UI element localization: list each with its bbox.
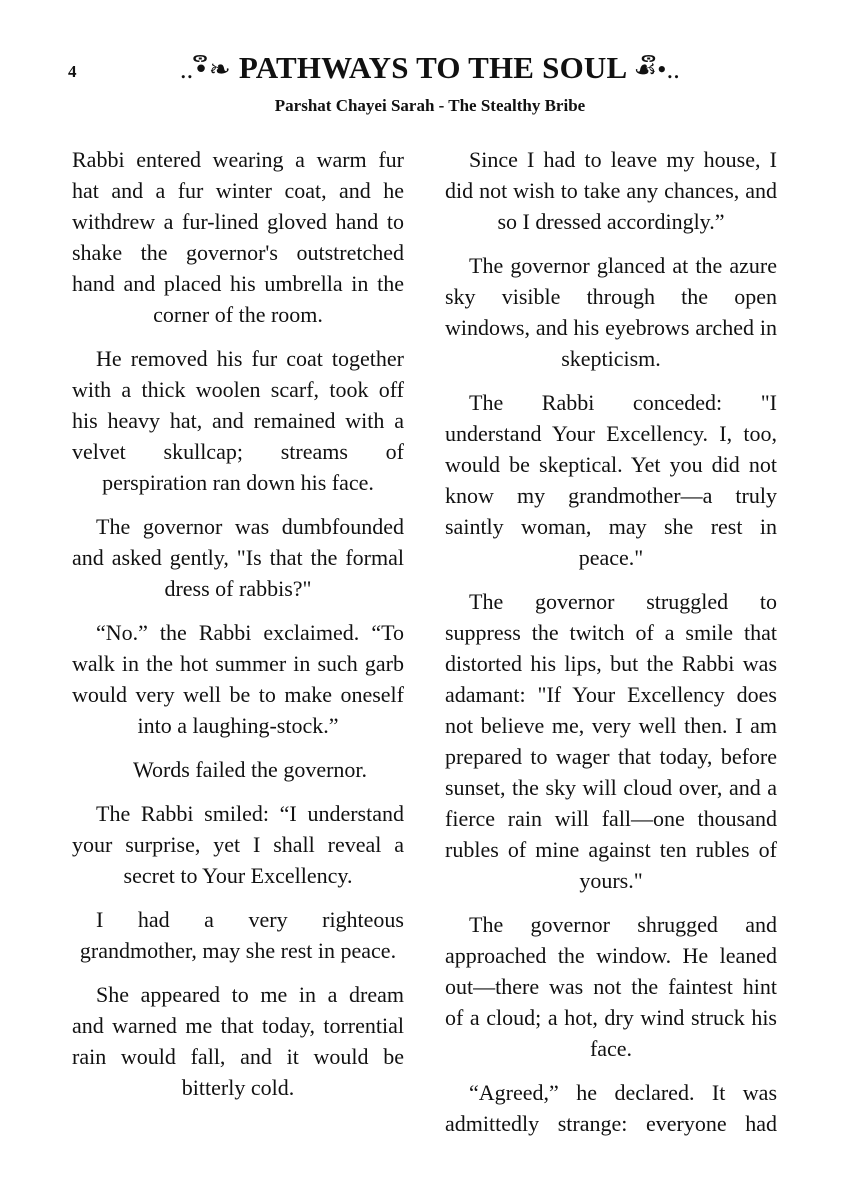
paragraph: She appeared to me in a dream and warned me that today, torrential rain would fall, and it would be bitterly cold. xyxy=(72,982,404,1100)
paragraph: Words failed the governor. xyxy=(132,757,368,782)
page-number: 4 xyxy=(68,62,77,81)
paragraph: I had a very righteous grandmother, may she rest in peace. xyxy=(79,907,404,963)
paragraph: The governor was dumbfounded and asked gently, "Is that the formal dress of rabbis?" xyxy=(72,514,404,601)
chapter-subtitle: Parshat Chayei Sarah - The Stealthy Bribe xyxy=(274,96,586,115)
running-title xyxy=(0,50,846,86)
paragraph: “No.” the Rabbi exclaimed. “To walk in the hot summer in such garb would very well be to make oneself into a laughing-stock.” xyxy=(72,620,404,738)
ornament-right-icon: ☙ຶ•.. xyxy=(633,55,681,84)
left-column xyxy=(72,144,404,1116)
paragraph: He removed his fur coat together with a thick woolen scarf, took off his heavy hat, and remained with a velvet skullcap; streams of perspiration ran down his face. xyxy=(72,346,404,495)
paragraph: “Agreed,” he declared. It was admittedly strange: everyone had xyxy=(445,1080,777,1136)
paragraph: The governor shrugged and approached the window. He leaned out—there was not the faintest hint of a cloud; a hot, dry wind struck his face. xyxy=(445,912,777,1061)
ornament-left-icon: ..•ຶ❧ xyxy=(179,55,231,84)
paragraph: The Rabbi smiled: “I understand your surprise, yet I shall reveal a secret to Your Excellency. xyxy=(72,801,404,888)
paragraph: The governor glanced at the azure sky visible through the open windows, and his eyebrows arched in skepticism. xyxy=(445,253,777,371)
right-column xyxy=(445,144,777,1152)
paragraph: Since I had to leave my house, I did not wish to take any chances, and so I dressed accordingly.” xyxy=(445,147,777,234)
paragraph: The Rabbi conceded: "I understand Your Excellency. I, too, would be skeptical. Yet you did not know my grandmother—a truly saintly woman, may she rest in peace." xyxy=(445,390,777,570)
book-title: PATHWAYS TO THE SOUL xyxy=(238,50,626,85)
paragraph: Rabbi entered wearing a warm fur hat and a fur winter coat, and he withdrew a fur-lined gloved hand to shake the governor's outstretched hand and placed his umbrella in the corner of the room. xyxy=(72,147,404,327)
paragraph: The governor struggled to suppress the twitch of a smile that distorted his lips, but the Rabbi was adamant: "If Your Excellency does not believe me, very well then. I am prepared to wager that today, before sunset, the sky will cloud over, and a fierce rain will fall—one thousand rubles of mine against ten rubles of yours." xyxy=(445,589,777,893)
